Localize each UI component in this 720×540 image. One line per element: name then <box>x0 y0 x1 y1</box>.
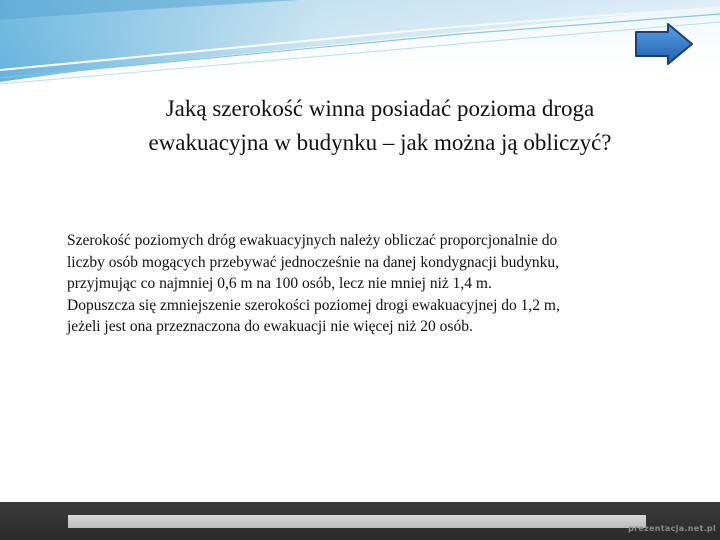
footer-strip <box>68 515 646 528</box>
slide-title <box>60 92 700 160</box>
title-line-2: ewakuacyjna w budynku – jak można ją obliczyć? <box>148 130 612 155</box>
body-line-1: Szerokość poziomych dróg ewakuacyjnych należy obliczać proporcjonalnie do <box>67 232 558 249</box>
header-wave-decoration <box>0 0 720 90</box>
body-line-2: liczby osób mogących przebywać jednocześnie na danej kondygnacji budynku, <box>67 253 559 271</box>
title-line-1: Jaką szerokość winna posiadać pozioma droga <box>165 96 595 121</box>
body-line-5: jeżeli jest ona przeznaczona do ewakuacji nie więcej niż 20 osób. <box>67 318 473 336</box>
footer-credit: prezentacja.net.pl <box>628 524 716 533</box>
footer-bar <box>0 502 720 540</box>
body-line-3: przyjmując co najmniej 0,6 m na 100 osób, lecz nie mniej niż 1,4 m. <box>67 275 492 293</box>
body-line-4: Dopuszcza się zmniejszenie szerokości poziomej drogi ewakuacyjnej do 1,2 m, <box>67 296 560 314</box>
slide-body <box>67 230 667 338</box>
next-arrow-button[interactable] <box>634 22 694 66</box>
